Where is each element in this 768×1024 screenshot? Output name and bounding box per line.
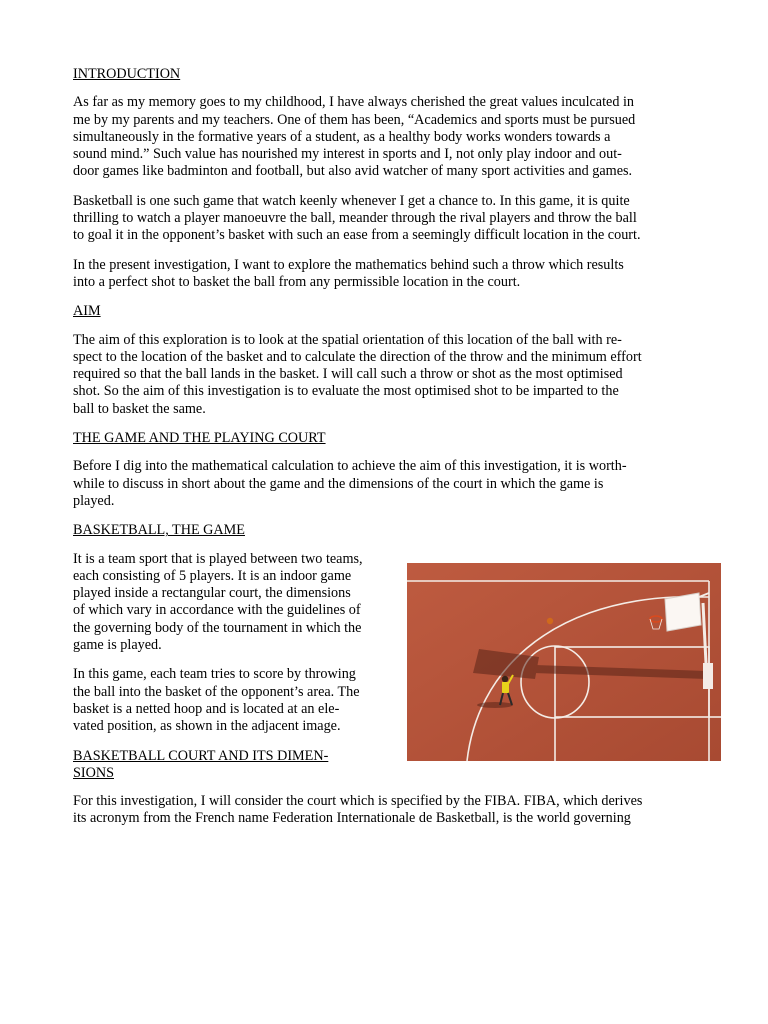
text-line: the governing body of the tournament in which the: [73, 619, 362, 636]
text-line: thrilling to watch a player manoeuvre the ball, meander through the rival players and throw the ball: [73, 210, 637, 227]
text-line: its acronym from the French name Federation Internationale de Basketball, is the world governing: [73, 810, 631, 827]
heading-line: BASKETBALL COURT AND ITS DIMEN-: [73, 747, 329, 764]
text-line: game is played.: [73, 637, 162, 654]
text-line: Before I dig into the mathematical calculation to achieve the aim of this investigation, it is worth-: [73, 458, 627, 475]
text-line: of which vary in accordance with the guidelines of: [73, 602, 361, 619]
paragraph: [73, 257, 703, 292]
text-line: The aim of this exploration is to look at the spatial orientation of this location of the ball with re-: [73, 331, 622, 348]
text-line: played.: [73, 492, 115, 509]
text-line: played inside a rectangular court, the dimensions: [73, 585, 351, 602]
paragraph: [73, 332, 703, 418]
paragraph: [73, 193, 703, 245]
heading-introduction: INTRODUCTION: [73, 66, 181, 82]
text-line: In the present investigation, I want to explore the mathematics behind such a throw which results: [73, 256, 624, 273]
text-line: door games like badminton and football, but also avid watcher of many sport activities and games.: [73, 163, 633, 180]
paragraph: [73, 458, 703, 510]
text-line: As far as my memory goes to my childhood, I have always cherished the great values inculcated in: [73, 94, 635, 111]
text-line: basket is a netted hoop and is located at an ele-: [73, 700, 340, 717]
court-floor: [407, 563, 721, 761]
text-line: sound mind.” Such value has nourished my interest in sports and I, not only play indoor and out-: [73, 146, 622, 163]
heading-aim: AIM: [73, 303, 101, 320]
text-line: In this game, each team tries to score by throwing: [73, 666, 356, 683]
paragraph: [73, 551, 393, 655]
text-line: simultaneously in the formative years of a student, as a healthy body works wonders towards a: [73, 128, 611, 145]
heading-basketball-the-game: BASKETBALL, THE GAME: [73, 522, 245, 539]
text-line: vated position, as shown in the adjacent image.: [73, 718, 341, 735]
text-line: Basketball is one such game that watch keenly whenever I get a chance to. In this game, it is quite: [73, 192, 630, 209]
text-line: into a perfect shot to basket the ball from any permissible location in the court.: [73, 273, 521, 290]
text-line: the ball into the basket of the opponent’s area. The: [73, 683, 360, 700]
text-line: me by my parents and my teachers. One of them has been, “Academics and sports must be pursued: [73, 111, 636, 128]
text-line: required so that the ball lands in the basket. I will call such a throw or shot as the most optimised: [73, 366, 623, 383]
text-line: while to discuss in short about the game and the dimensions of the court in which the game is: [73, 475, 604, 492]
text-line: ball to basket the same.: [73, 400, 206, 417]
paragraph: [73, 94, 703, 180]
paragraph: [73, 793, 703, 828]
text-line: For this investigation, I will consider the court which is specified by the FIBA. FIBA, which derives: [73, 793, 643, 810]
heading-game-and-court: THE GAME AND THE PLAYING COURT: [73, 430, 326, 447]
text-line: shot. So the aim of this investigation is to evaluate the most optimised shot to be imparted to the: [73, 383, 619, 400]
basketball-court-photo: [407, 563, 721, 761]
text-line: to goal it in the opponent’s basket with such an ease from a seemingly difficult location in the court.: [73, 227, 641, 244]
paragraph: [73, 666, 393, 735]
text-line: each consisting of 5 players. It is an indoor game: [73, 567, 352, 584]
court-illustration: [407, 563, 721, 761]
text-line: It is a team sport that is played between two teams,: [73, 550, 363, 567]
text-line: spect to the location of the basket and to calculate the direction of the throw and the minimum effort: [73, 348, 642, 365]
ball: [547, 618, 553, 624]
heading-line: SIONS: [73, 764, 114, 781]
